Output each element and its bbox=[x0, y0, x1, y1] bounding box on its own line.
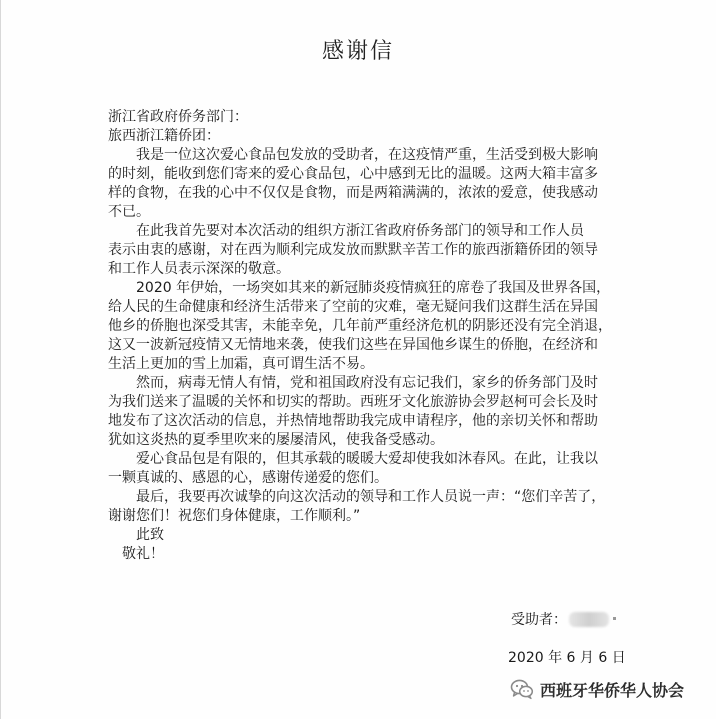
body-line: 不已。 bbox=[108, 204, 150, 220]
signer-row bbox=[511, 611, 616, 630]
redaction-mark bbox=[613, 617, 616, 620]
body-line: 为我们送来了温暖的关怀和切实的帮助。西班牙文化旅游协会罗赵柯可会长及时 bbox=[108, 394, 598, 410]
closing-line: 敬礼！ bbox=[108, 546, 164, 562]
body-line: 地发布了这次活动的信息，并热情地帮助我完成申请程序，他的亲切关怀和帮助 bbox=[108, 413, 598, 429]
body-line: 和工作人员表示深深的敬意。 bbox=[108, 261, 290, 277]
wechat-icon bbox=[510, 678, 534, 700]
body-line: 这又一波新冠疫情又无情地来袭，使我们这些在异国他乡谋生的侨胞，在经济和 bbox=[108, 337, 598, 353]
body-line: 爱心食品包是有限的，但其承载的暖暖大爱却使我如沐春风。在此，让我以 bbox=[108, 451, 598, 467]
body-line: 在此我首先要对本次活动的组织方浙江省政府侨务部门的领导和工作人员 bbox=[108, 223, 584, 239]
body-line: 一颗真诚的、感恩的心，感谢传递爱的您们。 bbox=[108, 470, 388, 486]
body-line: 生活上更加的雪上加霜，真可谓生活不易。 bbox=[108, 356, 374, 372]
closing-line: 此致 bbox=[108, 527, 164, 543]
body-line: 的时刻，能收到您们寄来的爱心食品包，心中感到无比的温暖。这两大箱丰富多 bbox=[108, 166, 598, 182]
body-line: 样的食物，在我的心中不仅仅是食物，而是两箱满满的，浓浓的爱意，使我感动 bbox=[108, 185, 598, 201]
body-line: 犹如这炎热的夏季里吹来的屡屡清风，使我备受感动。 bbox=[108, 432, 444, 448]
body-line: 然而，病毒无情人有情，党和祖国政府没有忘记我们，家乡的侨务部门及时 bbox=[108, 375, 598, 391]
recipient-line: 浙江省政府侨务部门： bbox=[108, 109, 248, 125]
body-line: 2020 年伊始，一场突如其来的新冠肺炎疫情疯狂的席卷了我国及世界各国， bbox=[108, 280, 611, 296]
body-line: 我是一位这次爱心食品包发放的受助者，在这疫情严重，生活受到极大影响 bbox=[108, 147, 598, 163]
recipient-line: 旅西浙江籍侨团： bbox=[108, 128, 220, 144]
letter-title: 感谢信 bbox=[321, 39, 394, 64]
redacted-name bbox=[569, 612, 609, 627]
letter-date: 2020 年 6 月 6 日 bbox=[508, 650, 626, 666]
watermark-text: 西班牙华侨华人协会 bbox=[540, 680, 685, 700]
body-line: 表示由衷的感谢，对在西为顺利完成发放而默默辛苦工作的旅西浙籍侨团的领导 bbox=[108, 242, 598, 258]
body-line: 他乡的侨胞也深受其害，未能幸免，几年前严重经济危机的阴影还没有完全消退， bbox=[108, 318, 612, 334]
body-line: 最后，我要再次诚挚的向这次活动的领导和工作人员说一声：“您们辛苦了， bbox=[108, 489, 606, 505]
body-line: 给人民的生命健康和经济生活带来了空前的灾难，毫无疑问我们这群生活在异国 bbox=[108, 299, 598, 315]
signer-label: 受助者： bbox=[511, 612, 567, 628]
watermark bbox=[510, 677, 684, 701]
body-line: 谢谢您们！祝您们身体健康，工作顺利。” bbox=[108, 508, 361, 524]
page-edge bbox=[0, 0, 1, 719]
